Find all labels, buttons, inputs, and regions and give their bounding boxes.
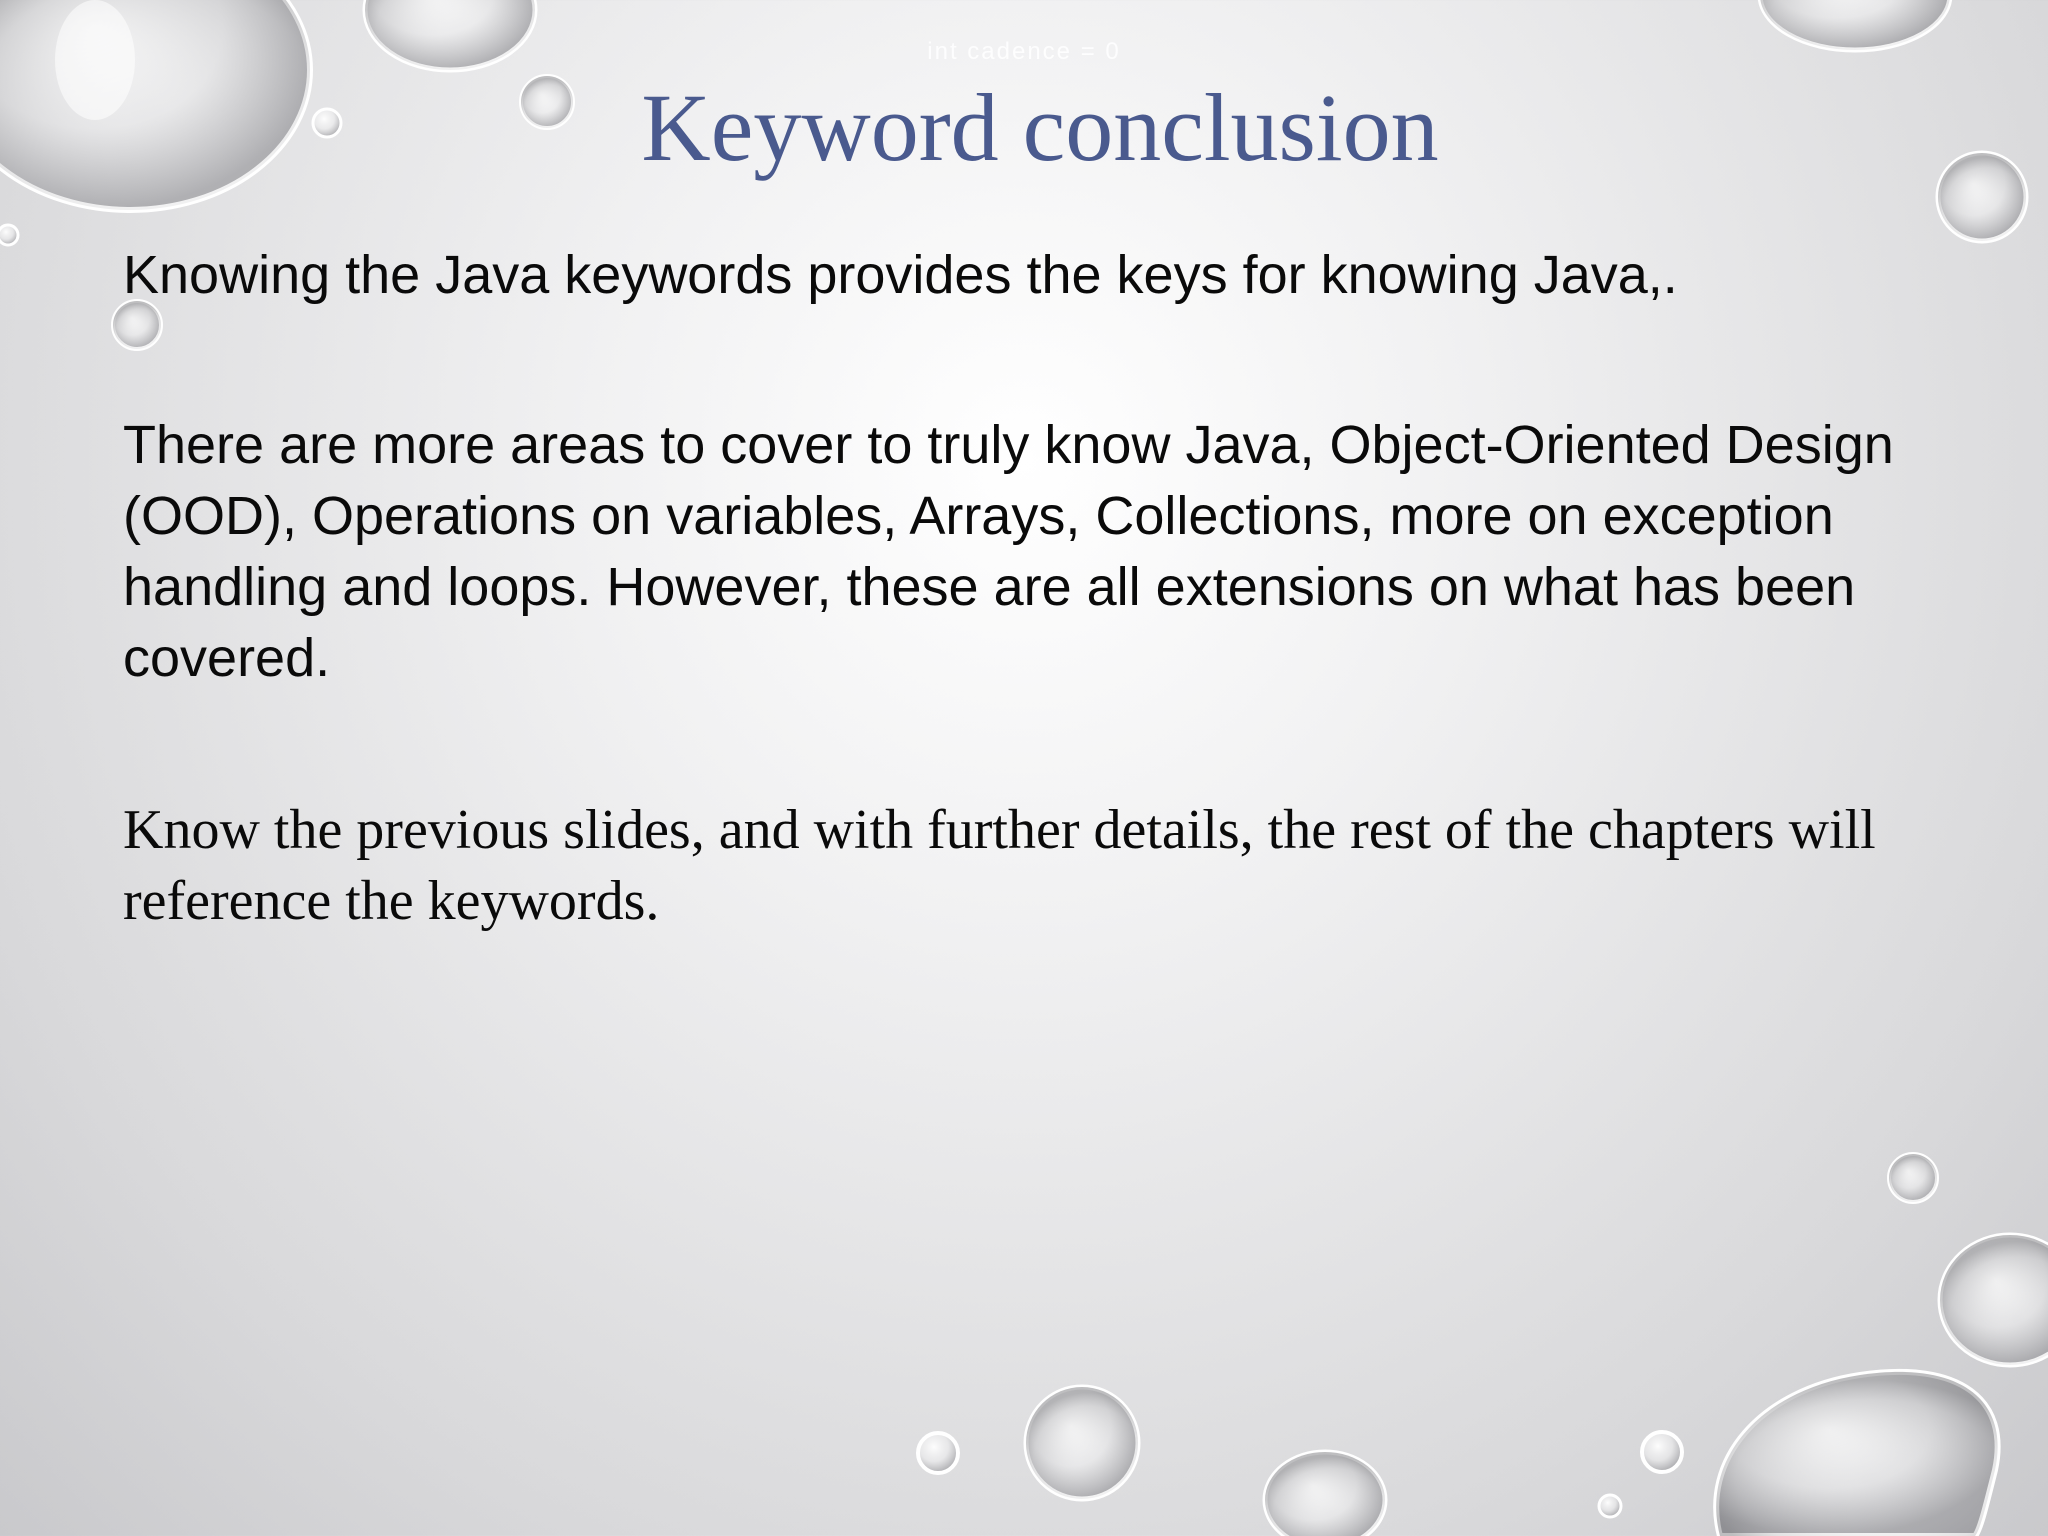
drop-tiny-edge [0, 225, 18, 245]
drop-right-small [1889, 1154, 1937, 1202]
drop-bottom-center-2 [1265, 1452, 1385, 1536]
drop-right-edge [1940, 1235, 2048, 1365]
drop-large-bottom-right [1716, 1372, 1997, 1536]
drop-bottom-small-1 [1642, 1432, 1682, 1472]
paragraph-keys: Knowing the Java keywords provides the keys for knowing Java,. [123, 245, 1678, 305]
drop-bottom-small-2 [918, 1433, 958, 1473]
drop-bottom-tiny [1599, 1495, 1621, 1517]
paragraph-previous-slides: Know the previous slides, and with further details, the rest of the chapters will reference the keywords. [123, 799, 1876, 932]
slide-title: Keyword conclusion [641, 74, 1439, 181]
faint-code-text: int cadence = 0 [927, 38, 1121, 65]
paragraph-more-areas: There are more areas to cover to truly know Java, Object-Oriented Design (OOD), Operations on variables, Arrays, Collections, more on exception handling and loops. However, these are all extensions on what has been covered. [123, 415, 1894, 688]
drop-bottom-center [1026, 1387, 1138, 1499]
